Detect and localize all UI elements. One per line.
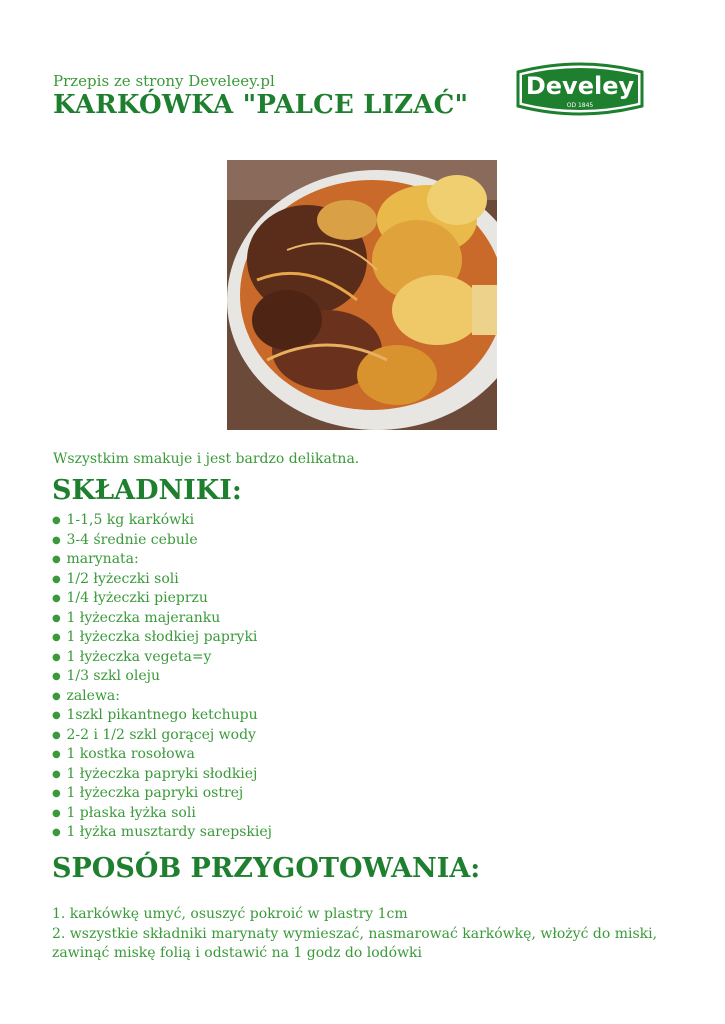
ingredient-text: marynata:: [66, 551, 139, 567]
dish-photo-icon: [227, 160, 497, 430]
ingredient-item: [52, 765, 272, 785]
bullet-icon: ●: [52, 788, 61, 799]
ingredient-text: 1/4 łyżeczki pieprzu: [66, 590, 208, 606]
logo-brand: Develey: [525, 72, 635, 100]
bullet-icon: ●: [52, 612, 61, 624]
bullet-icon: ●: [52, 710, 61, 721]
ingredient-text: zalewa:: [66, 687, 120, 704]
ingredient-item: [52, 570, 272, 590]
source-line: Przepis ze strony Develeey.pl: [53, 72, 275, 90]
bullet-icon: ●: [52, 632, 61, 643]
ingredient-text: 1szkl pikantnego ketchupu: [66, 707, 258, 723]
bullet-icon: ●: [52, 749, 61, 760]
step-item: 1. karkówkę umyć, osuszyć pokroić w plastry 1cm: [52, 906, 408, 922]
step-item: 2. wszystkie składniki marynaty wymieszać, nasmarować karkówkę, włożyć do miski, zawinąć miskę folią i odstawić na 1 godz do lodówki: [52, 925, 658, 961]
recipe-title: KARKÓWKA "PALCE LIZAĆ": [53, 90, 469, 120]
ingredient-item: [52, 667, 272, 687]
dish-photo: [227, 160, 497, 430]
preparation-steps: [52, 905, 672, 964]
ingredient-item: [52, 628, 272, 648]
bullet-icon: ●: [52, 534, 61, 546]
ingredient-item: [52, 804, 272, 824]
preparation-heading: SPOSÓB PRZYGOTOWANIA:: [52, 853, 481, 884]
ingredient-text: 1 łyżeczka słodkiej papryki: [66, 629, 258, 645]
ingredients-list: [52, 511, 272, 843]
ingredient-text: 3-4 średnie cebule: [66, 531, 198, 548]
ingredient-item: [52, 550, 272, 570]
ingredient-text: 1/2 łyżeczki soli: [66, 570, 179, 587]
ingredient-text: 1 płaska łyżka soli: [66, 804, 196, 821]
ingredient-text: 2-2 i 1/2 szkl gorącej wody: [66, 726, 256, 743]
bullet-icon: ●: [52, 807, 61, 819]
bullet-icon: ●: [52, 651, 61, 663]
ingredient-item: [52, 589, 272, 609]
ingredient-item: [52, 531, 272, 551]
ingredient-text: 1-1,5 kg karkówki: [66, 512, 195, 528]
ingredient-item: [52, 745, 272, 765]
ingredient-item: [52, 823, 272, 843]
ingredient-item: [52, 609, 272, 629]
logo-since: OD 1845: [566, 102, 594, 109]
ingredient-text: 1 łyżka musztardy sarepskiej: [66, 824, 272, 840]
bullet-icon: ●: [52, 729, 61, 741]
bullet-icon: ●: [52, 515, 61, 526]
bullet-icon: ●: [52, 768, 61, 780]
ingredient-text: 1/3 szkl oleju: [66, 668, 160, 684]
ingredients-heading: SKŁADNIKI:: [52, 475, 242, 506]
bullet-icon: ●: [52, 827, 61, 838]
ingredient-item: [52, 784, 272, 804]
ingredient-text: 1 łyżeczka papryki ostrej: [66, 785, 244, 801]
bullet-icon: ●: [52, 671, 61, 682]
ingredient-text: 1 łyżeczka papryki słodkiej: [66, 765, 258, 782]
ingredient-item: [52, 511, 272, 531]
bullet-icon: ●: [52, 690, 61, 702]
bullet-icon: ●: [52, 593, 61, 604]
ingredient-item: [52, 648, 272, 668]
ingredient-item: [52, 687, 272, 707]
intro-text: Wszystkim smakuje i jest bardzo delikatna.: [53, 451, 360, 467]
ingredient-item: [52, 706, 272, 726]
develey-logo: [512, 58, 648, 120]
ingredient-item: [52, 726, 272, 746]
bullet-icon: ●: [52, 573, 61, 585]
ingredient-text: 1 łyżeczka majeranku: [66, 609, 221, 626]
ingredient-text: 1 kostka rosołowa: [66, 746, 195, 762]
ingredient-text: 1 łyżeczka vegeta=y: [66, 648, 212, 665]
bullet-icon: ●: [52, 554, 61, 565]
